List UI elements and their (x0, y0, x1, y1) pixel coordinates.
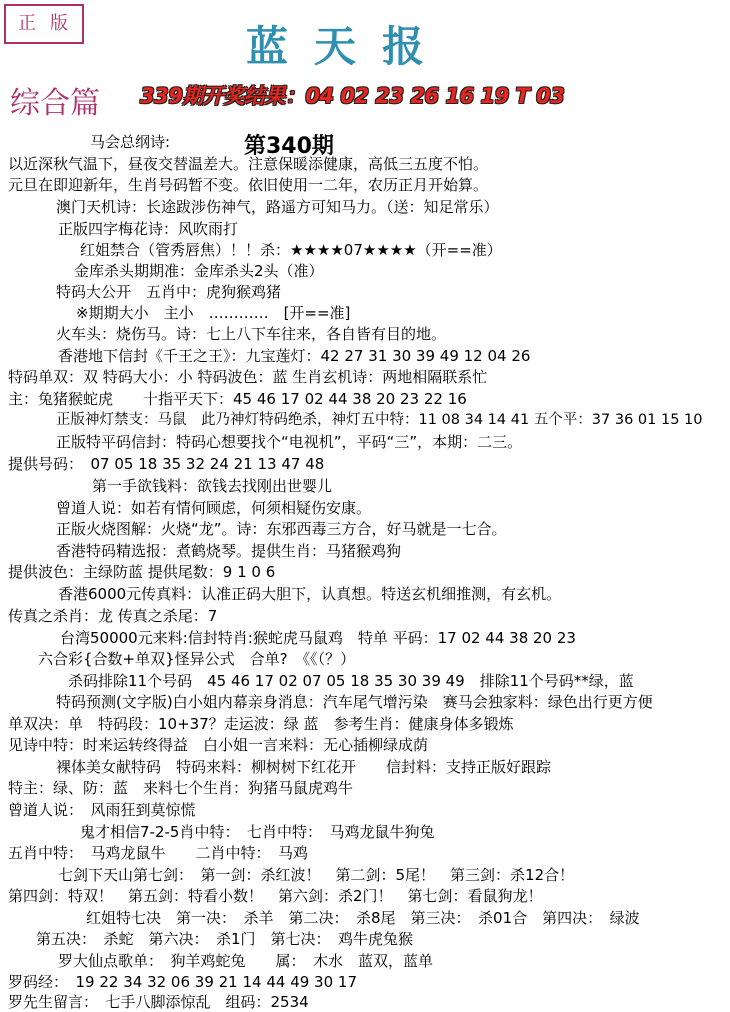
article-line: 正版四字梅花诗：风吹雨打 (58, 220, 239, 238)
article-line: 罗码经： 19 22 34 32 06 39 21 14 44 49 30 17 (8, 973, 357, 991)
article-line: 曾道人说：如若有情何顾虑，何须相疑伤安康。 (56, 499, 372, 517)
article-line: 传真之杀肖：龙 传真之杀尾：7 (8, 607, 218, 625)
article-line: 杀码排除11个号码 45 46 17 02 07 05 18 35 30 39 49 排除11个号码**绿，蓝 (68, 672, 634, 690)
article-line: 马会总纲诗: (90, 133, 171, 151)
article-line: 特主：绿、防：蓝 来料七个生肖：狗猪马鼠虎鸡牛 (8, 779, 354, 797)
article-line: 澳门天机诗：长途跋涉伤神气，路遥方可知马力。（送：知足常乐） (56, 198, 499, 216)
article-line: 五肖中特： 马鸡龙鼠牛 二肖中特： 马鸡 (8, 844, 309, 862)
article-line: 金库杀头期期准：金库杀头2头（准） (74, 262, 324, 280)
article-line: 六合彩{合数+单双}怪异公式 合单? 《《（？） (38, 650, 356, 668)
article-line: 台湾50000元来料:信封特肖:猴蛇虎马鼠鸡 特单 平码：17 02 44 38 20 23 (60, 629, 576, 647)
article-line: 以近深秋气温下，昼夜交替温差大。注意保暖添健康，高低三五度不怕。 (8, 155, 489, 173)
article-line: 鬼才相信7-2-5肖中特： 七肖中特： 马鸡龙鼠牛狗兔 (80, 823, 435, 841)
article-line: 第四剑：特双！ 第五剑：特看小数！ 第六剑：杀2门！ 第七剑：看鼠狗龙！ (8, 887, 543, 905)
genuine-stamp: 正版 (4, 4, 84, 44)
article-line: 特码大公开 五肖中：虎狗猴鸡猪 (56, 283, 282, 301)
article-line: 主：兔猪猴蛇虎 十指平天下：45 46 17 02 44 38 20 23 22 16 (8, 390, 467, 408)
article-line: 见诗中特：时来运转终得益 白小姐一言来料：无心插柳绿成荫 (8, 736, 429, 754)
article-line: 香港特码精选报：煮鹤烧琴。提供生肖：马猪猴鸡狗 (56, 542, 402, 560)
article-line: 裸体美女献特码 特码来料：柳树树下红花开 信封料：支持正版好跟踪 (56, 758, 552, 776)
article-line: 第一手欲钱料：欲钱去找刚出世婴儿 (92, 477, 333, 495)
article-line: 单双决：单 特码段：10+37？走运波：绿 蓝 参考生肖：健康身体多锻炼 (8, 715, 514, 733)
lottery-result-banner: 339期开奖结果：04 02 23 26 16 19 T 03 (140, 84, 565, 108)
article-line: 特码单双：双 特码大小：小 特码波色：蓝 生肖玄机诗：两地相隔联系忙 (8, 368, 488, 386)
section-title: 综合篇 (10, 86, 100, 121)
article-line: 火车头：烧伤马。诗：七上八下车往来，各自皆有目的地。 (56, 325, 447, 343)
article-line: 正版神灯禁支：马鼠 此乃神灯特码绝杀，神灯五中特：11 08 34 14 41 五个平：37 36 01 15 10 (56, 412, 703, 428)
article-line: 提供波色：主绿防蓝 提供尾数：9 1 0 6 (8, 563, 276, 581)
article-line: 正版特平码信封：特码心想要找个“电视机”，平码“三”，本期：二三。 (56, 433, 523, 451)
article-line: 提供号码： 07 05 18 35 32 24 21 13 47 48 (8, 455, 325, 473)
article-line: 元旦在即迎新年，生肖号码暂不变。依旧使用一二年，农历正月开始算。 (8, 176, 489, 194)
article-line: 罗大仙点歌单： 狗羊鸡蛇兔 属： 木水 蓝双，蓝单 (58, 952, 434, 970)
article-line: ※期期大小 主小 ………… [开==准] (76, 304, 351, 322)
article-line: 红姐禁合（管秀唇焦）！！杀：★★★★07★★★★（开==准） (80, 241, 502, 259)
article-line: 第五决： 杀蛇 第六决： 杀1门 第七决： 鸡牛虎兔猴 (36, 930, 414, 948)
article-line: 红姐特七决 第一决： 杀羊 第二决： 杀8尾 第三决： 杀01合 第四决： 绿波 (86, 909, 640, 927)
issue-number: 第340期 (244, 134, 334, 159)
article-line: 曾道人说： 风雨狂到莫惊慌 (8, 801, 196, 819)
article-line: 特码预测(文字版)白小姐内幕亲身消息：汽车尾气增污染 赛马会独家料：绿色出行更方便 (56, 693, 653, 711)
article-line: 正版火烧图解：火烧“龙”。诗：东邪西毒三方合，好马就是一七合。 (56, 520, 507, 538)
article-line: 香港6000元传真料：认准正码大胆下，认真想。特送玄机细推测，有玄机。 (58, 585, 562, 603)
article-line: 七剑下天山第七剑： 第一剑：杀红波！ 第二剑：5尾！ 第三剑：杀12合！ (58, 866, 575, 884)
article-line: 香港地下信封《千王之王》：九宝莲灯：42 27 31 30 39 49 12 04 26 (58, 347, 531, 365)
article-line: 罗先生留言： 七手八脚添惊乱 组码：2534 (8, 993, 309, 1011)
newspaper-title: 蓝天报 (246, 22, 451, 71)
